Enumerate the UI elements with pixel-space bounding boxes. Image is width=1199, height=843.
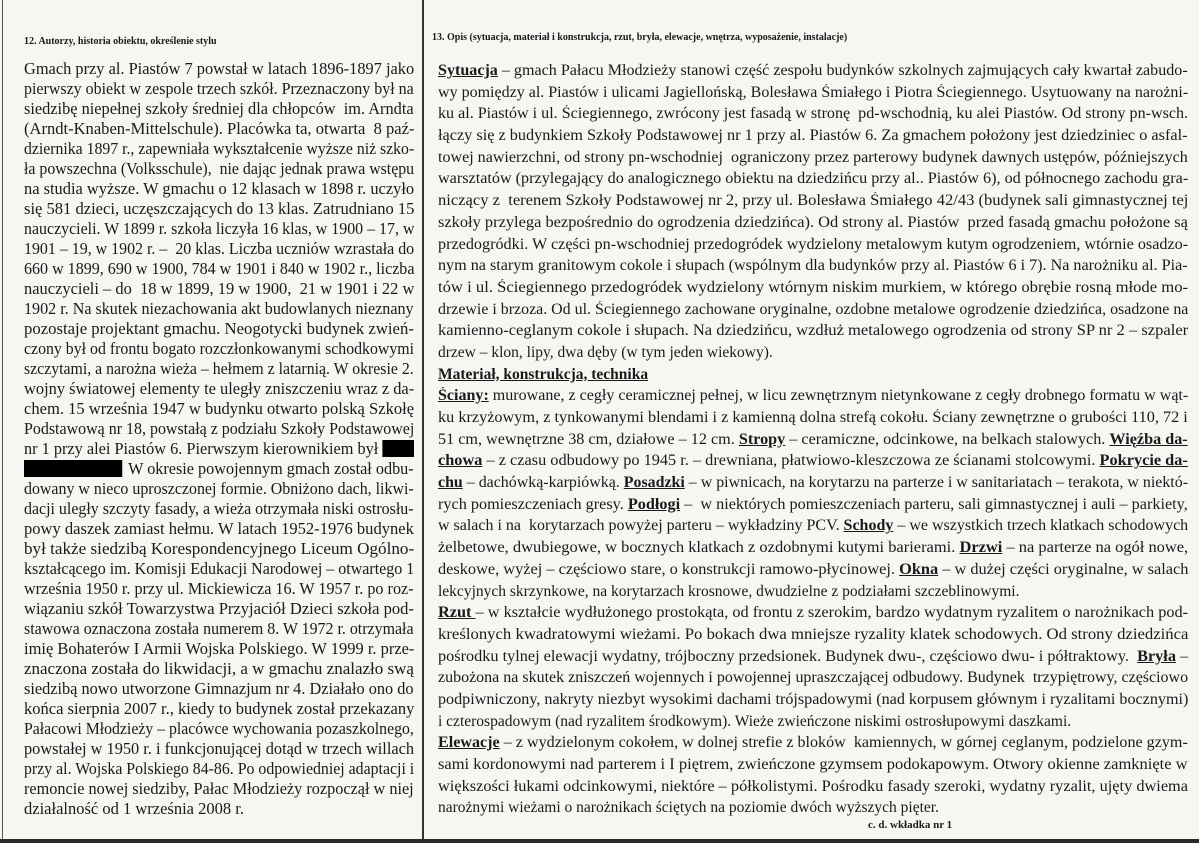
text-run: dacji uległy szczyty fasady, a wieża otrzymała niski ostrosłu- — [24, 499, 414, 518]
text-line — [24, 79, 414, 99]
subheading-label: chu — [438, 474, 463, 492]
text-run: był także siedzibą Korespondencyjnego Liceum Ogólno- — [24, 539, 415, 558]
text-run: – we wszystkich trzech klatkach schodowych — [893, 517, 1189, 535]
text-line — [24, 759, 414, 779]
text-run: stawowa oznaczona została numerem 8. W 1972 r. otrzymała — [24, 619, 414, 638]
text-line — [438, 342, 1188, 364]
text-line — [438, 711, 1188, 733]
text-line — [438, 234, 1188, 256]
text-line — [24, 519, 414, 539]
subheading-label: Rzut — [438, 604, 476, 622]
text-run: wiązaniu szkół Towarzystwa Przyjaciół Dzieci szkoła pod- — [24, 599, 414, 618]
text-line — [438, 494, 1188, 516]
text-run: znaczona została do likwidacji, a w gmachu znalazło swą — [24, 659, 414, 678]
text-run: kamienno-ceglanym cokole i słupach. Na dziedzińcu, wzdłuż metalowego ogrodzenia od strony SP nr 2 – szpaler — [438, 322, 1189, 340]
text-run: siedzibą nowo utworzone Gimnazjum nr 4. Działało ono do — [24, 679, 414, 698]
text-run: murowane, z cegły ceramicznej pełnej, w licu zewnętrznym nietynkowane z cegły drobnego formatu w wąt- — [488, 387, 1189, 405]
text-run: – w piwnicach, na korytarzu na parterze i w sanitariatach – terakota, w niektó- — [684, 474, 1188, 492]
text-run: łączy się z budynkiem Szkoły Podstawowej nr 1 przy al. Piastów 6. Za gmachem położony jest dziedziniec o asfal- — [438, 127, 1188, 145]
text-run: dowany w nieco uproszczonej formie. Obniżono dach, likwi- — [24, 479, 414, 498]
text-run: większości łukami odcinkowymi, niektóre – półkolistymi. Pośrodku fasady szeroki, wydatny ryzalit, ujęty dwiema — [438, 777, 1189, 795]
text-run: – z wydzielonym cokołem, w dolnej strefie z bloków kamiennych, w górnej ceglanym, podzielone gzym- — [499, 734, 1188, 752]
text-line — [24, 579, 414, 599]
text-run: zubożona na skutek zniszczeń wojennych i powojennej upraszczającej odbudowy. Budynek trzypiętrowy, częściowo — [438, 669, 1189, 687]
text-line — [438, 776, 1188, 798]
text-run: deskowe, wyżej – częściowo stare, o konstrukcji ramowo-płycinowej. — [438, 560, 900, 578]
section-12-body — [24, 59, 414, 819]
text-line — [24, 459, 414, 479]
text-line — [438, 212, 1188, 234]
subheading-label: Ściany: — [438, 387, 489, 405]
text-run: pierwszy obiekt w zespole trzech szkół. Przeznaczony był na — [24, 79, 414, 98]
text-run: ku al. Piastów i ul. Ściegiennego, zwrócony jest fasadą w stronę pd-wschodnią, ku alei Piastów. Od strony pn-wsch. — [438, 105, 1189, 123]
subheading-label: Elewacje — [438, 734, 500, 752]
text-run: drzew – klon, lipy, dwa dęby (w tym jeden wiekowy). — [438, 343, 773, 361]
text-line — [24, 219, 414, 239]
text-line — [24, 359, 414, 379]
section-13-heading: 13. Opis (sytuacja, materiał i konstrukcja, rzut, bryła, elewacje, wnętrza, wyposażenie, instalacje) — [432, 32, 848, 43]
text-line — [24, 479, 414, 499]
text-line — [438, 559, 1188, 581]
text-run: drzewie i brzoza. Od ul. Ściegiennego zachowane oryginalne, ozdobne metalowe ogrodzenie dziedzińca, osadzone na — [438, 300, 1189, 318]
text-line — [438, 147, 1188, 169]
text-run: w salach i na korytarzach powyżej parteru – wykładziny PCV. — [438, 517, 844, 535]
text-run: niczący z terenem Szkoły Podstawowej nr 2, przy ul. Bolesława Śmiałego 42/43 (budynek sali gimnastycznej tej — [438, 192, 1189, 210]
subheading-label: Bryła — [1137, 647, 1176, 665]
text-run: ła powszechna (Volksschule), nie dając jednak prawa wstępu — [24, 159, 415, 178]
text-run: działalność od 1 września 2008 r. — [24, 799, 244, 818]
text-run: (Arndt-Knaben-Mittelschule). Placówka ta, otwarta 8 paź- — [24, 119, 415, 138]
text-run: – z czasu odbudowy po 1945 r. – drewniana, płatwiowo-kleszczowa ze ścianami stolcowymi. — [482, 452, 1100, 470]
text-line — [438, 320, 1188, 342]
text-line — [24, 259, 414, 279]
text-line — [24, 499, 414, 519]
text-run: – w niektórych pomieszczeniach parteru, sali gimnastycznej i auli – parkiety, — [680, 495, 1188, 513]
text-line — [24, 239, 414, 259]
text-line — [24, 799, 414, 819]
text-line — [438, 646, 1188, 668]
text-run: siedzibę niepełnej szkoły średniej dla chłopców im. Arndta — [24, 99, 414, 118]
text-run: i czterospadowym (nad ryzalitem środkowym). Wieże zwieńczone niskimi ostrosłupowymi daszkami. — [438, 712, 1072, 730]
subheading-label: Więźba da- — [1109, 430, 1188, 448]
page-border-bottom — [0, 839, 1199, 843]
text-run: podpiwniczony, nakryty niezbyt wysokimi dachami trójspadowymi (nad korpusem głównym i ryzalitami bocznymi) — [438, 690, 1189, 708]
text-line — [438, 797, 1188, 819]
text-run: ku krzyżowym, z tynkowanymi blendami i z kamienną dolna strefą cokołu. Ściany zewnętrzne o grubości 110, 72 i — [438, 409, 1188, 426]
text-run: szkoły przylega bezpośrednio do ogrodzenia dziedzińca). Od strony al. Piastów przed fasadą gmachu położone są — [438, 213, 1188, 231]
text-line — [438, 515, 1188, 537]
text-run: końca sierpnia 2007 r., kiedy to budynek został przekazany — [24, 699, 415, 718]
text-run: kształcącego im. Komisji Edukacji Narodowej – otwartego 1 — [24, 559, 415, 578]
text-run: chem. 15 września 1947 w budynku otwarto polską Szkołę — [24, 399, 415, 418]
subheading-label: chowa — [438, 452, 483, 470]
text-line — [438, 429, 1188, 451]
text-line — [438, 581, 1188, 603]
text-run: – w dużej części oryginalne, w salach — [938, 560, 1189, 578]
text-run: 1901 – 19, w 1902 r. – 20 klas. Liczba uczniów wzrastała do — [24, 239, 415, 258]
column-divider — [422, 0, 424, 843]
text-line — [438, 450, 1188, 472]
text-line — [438, 125, 1188, 147]
text-run: Gmach przy al. Piastów 7 powstał w latach 1896-1897 jako — [24, 59, 415, 78]
text-run: nauczycieli – do 18 w 1899, 19 w 1900, 21 w 1901 i 22 w — [24, 279, 415, 298]
text-line — [438, 364, 1188, 386]
subheading-label: Schody — [843, 517, 894, 535]
text-run: narożnymi wieżami o narożnikach ściętych na poziomie dwóch wyższych pięter. — [438, 799, 939, 817]
text-run: się 581 dzieci, uczęszczających do 13 klas. Zatrudniano 15 — [24, 199, 415, 218]
text-line — [24, 119, 414, 139]
text-run: Podstawową nr 18, powstałą z podziału Szkoły Podstawowej — [24, 419, 415, 438]
text-line — [24, 399, 414, 419]
text-line — [24, 59, 414, 79]
text-line — [24, 279, 414, 299]
section-13-body — [438, 60, 1188, 819]
subheading-label: Posadzki — [623, 474, 685, 492]
text-run: – dachówką-karpiówką. — [462, 474, 624, 492]
text-line — [24, 439, 414, 459]
text-run: żelbetowe, dwubiegowe, w bocznych klatkach z ozdobnymi kutymi barierami. — [438, 539, 960, 557]
text-line — [438, 472, 1188, 494]
text-line — [24, 179, 414, 199]
text-run: towej nawierzchni, od strony pn-wschodniej ograniczony przez parterowy budynek dawnych ustępów, późniejszych — [438, 148, 1188, 166]
text-run: kreślonych kwadratowymi wieżami. Po bokach dwa mniejsze ryzality klatek schodowych. Od strony dziedzińca — [438, 625, 1189, 643]
text-run: W okresie powojennym gmach został odbu- — [128, 459, 414, 478]
subheading-label: Sytuacja — [438, 62, 498, 79]
text-run: 51 cm, wewnętrzne 38 cm, działowe – 12 cm. — [438, 430, 739, 448]
text-line — [24, 199, 414, 219]
text-line — [24, 559, 414, 579]
text-line — [438, 689, 1188, 711]
text-line — [438, 299, 1188, 321]
text-line — [24, 659, 414, 679]
text-line — [438, 82, 1188, 104]
text-line — [438, 168, 1188, 190]
continuation-note: c. d. wkładka nr 1 — [868, 819, 953, 831]
text-line — [24, 339, 414, 359]
text-run: powstałej w 1950 r. i funkcjonującej dotąd w trzech willach — [24, 739, 415, 758]
text-run: 660 w 1899, 690 w 1900, 784 w 1901 i 840 w 1902 r., liczba — [24, 259, 415, 278]
text-line — [24, 419, 414, 439]
text-run: przedogródki. W części pn-wschodniej przedogródek wydzielony metalowym kutym ogrodzeniem, wtórnie osadzo- — [438, 235, 1189, 253]
text-line — [438, 667, 1188, 689]
text-line — [438, 732, 1188, 754]
text-run: lekcyjnych skrzynkowe, na korytarzach krosnowe, dwudzielne z podziałami szczeblinowymi. — [438, 582, 1020, 600]
text-run: – ceramiczne, odcinkowe, na belkach stalowych. — [785, 430, 1110, 448]
text-line — [438, 277, 1188, 299]
text-line — [24, 639, 414, 659]
text-line — [24, 379, 414, 399]
subheading-label: Materiał, konstrukcja, technika — [438, 365, 649, 383]
text-run: wojny światowej elementy te uległy zniszczeniu wraz z da- — [24, 379, 415, 398]
text-run: nauczycieli. W 1899 r. szkoła liczyła 16 klas, w 1900 – 17, w — [24, 219, 415, 238]
text-line — [438, 60, 1188, 82]
text-run: wy pomiędzy al. Piastów i ulicami Jagiellońską, Bolesława Śmiałego i Piotra Ściegiennego. Usytuowany na narożni- — [438, 83, 1189, 101]
text-run: nr 1 przy alei Piastów 6. Pierwszym kierownikiem był — [24, 439, 379, 458]
text-line — [24, 739, 414, 759]
text-line — [24, 779, 414, 799]
subheading-label: Podłogi — [627, 495, 681, 513]
text-run: pośrodku tylnej elewacji wydatny, trójboczny przedsionek. Budynek dwu-, częściowo dwu- i półtraktowy. — [438, 647, 1138, 665]
text-line — [24, 299, 414, 319]
text-run: warsztatów (przylegający do analogicznego obiektu na dziedzińcu przy al.. Piastów 6), od północnego zachodu gra- — [438, 170, 1189, 188]
text-line — [438, 754, 1188, 776]
text-run: dziernika 1897 r., zapewniała wykształcenie wyższe niż szko- — [24, 139, 415, 158]
text-line — [438, 407, 1188, 429]
text-line — [438, 624, 1188, 646]
text-run: września 1950 r. przy ul. Mickiewicza 16. W 1957 r. po roz- — [24, 579, 414, 598]
page-border-left — [2, 0, 3, 843]
text-run: czony był od frontu bogato rozczłonkowanymi schodkowymi — [24, 339, 414, 358]
text-line — [24, 699, 414, 719]
text-run: przy al. Wojska Polskiego 84-86. Po odpowiedniej adaptacji i — [24, 759, 415, 778]
text-line — [24, 139, 414, 159]
text-run: – gmach Pałacu Młodzieży stanowi część zespołu budynków szkolnych zajmujących cały kwartał zabudo- — [497, 62, 1188, 79]
redaction-bar — [382, 440, 414, 457]
text-run: – na parterze na ogół nowe, — [1002, 539, 1189, 557]
text-line — [24, 319, 414, 339]
redaction-bar — [24, 460, 122, 477]
text-run: imię Bohaterów I Armii Wojska Polskiego. W 1999 r. prze- — [24, 639, 415, 658]
text-run: remoncie nowej siedziby, Pałac Młodzieży rozpoczął w niej — [24, 779, 414, 798]
text-run: 1902 r. Na skutek niezachowania akt budowlanych nieznany — [24, 299, 414, 318]
text-run: pozostaje projektant gmachu. Neogotycki budynek zwień- — [24, 319, 414, 338]
text-line — [438, 190, 1188, 212]
text-run: – — [1175, 647, 1189, 665]
text-line — [24, 719, 414, 739]
text-line — [438, 385, 1188, 407]
text-line — [438, 537, 1188, 559]
text-line — [438, 602, 1188, 624]
text-run: Pałacowi Młodzieży – placówce wychowania pozaszkolnego, — [24, 719, 414, 738]
text-run: na studia wyższe. W gmachu o 12 klasach w 1898 r. uczyło — [24, 179, 415, 198]
text-line — [24, 619, 414, 639]
text-run: rych pomieszczeniach gresy. — [438, 495, 628, 513]
text-run: tów i ul. Ściegiennego przedogródek wydzielony wtórnym niskim murkiem, w którego obrębie rosną młode mo- — [438, 278, 1189, 296]
text-run: sami kordonowymi nad parterem i I piętrem, zwieńczone gzymsem podokapowym. Otwory okienne zamknięte w — [438, 756, 1188, 773]
text-line — [24, 679, 414, 699]
text-run: szczytami, a narożna wieża – hełmem z latarnią. W okresie 2. — [24, 359, 414, 378]
text-run: – w kształcie wydłużonego prostokąta, od frontu z szerokim, bardzo wydatnym ryzalitem o narożnikach pod- — [475, 604, 1189, 622]
text-line — [24, 539, 414, 559]
section-12-heading: 12. Autorzy, historia obiektu, określenie stylu — [24, 36, 217, 47]
subheading-label: Pokrycie da- — [1099, 452, 1188, 470]
text-line — [24, 599, 414, 619]
text-run: nym na starym granitowym cokole i słupach (wspólnym dla budynków przy al. Piastów 6 i 7). Na narożniku al. Pia- — [438, 257, 1188, 275]
text-line — [438, 103, 1188, 125]
text-line — [24, 99, 414, 119]
subheading-label: Okna — [899, 560, 939, 578]
subheading-label: Drzwi — [959, 539, 1003, 557]
subheading-label: Stropy — [738, 430, 786, 448]
text-line — [24, 159, 414, 179]
text-run: powy daszek zamiast hełmu. W latach 1952-1976 budynek — [24, 519, 414, 538]
text-line — [438, 255, 1188, 277]
